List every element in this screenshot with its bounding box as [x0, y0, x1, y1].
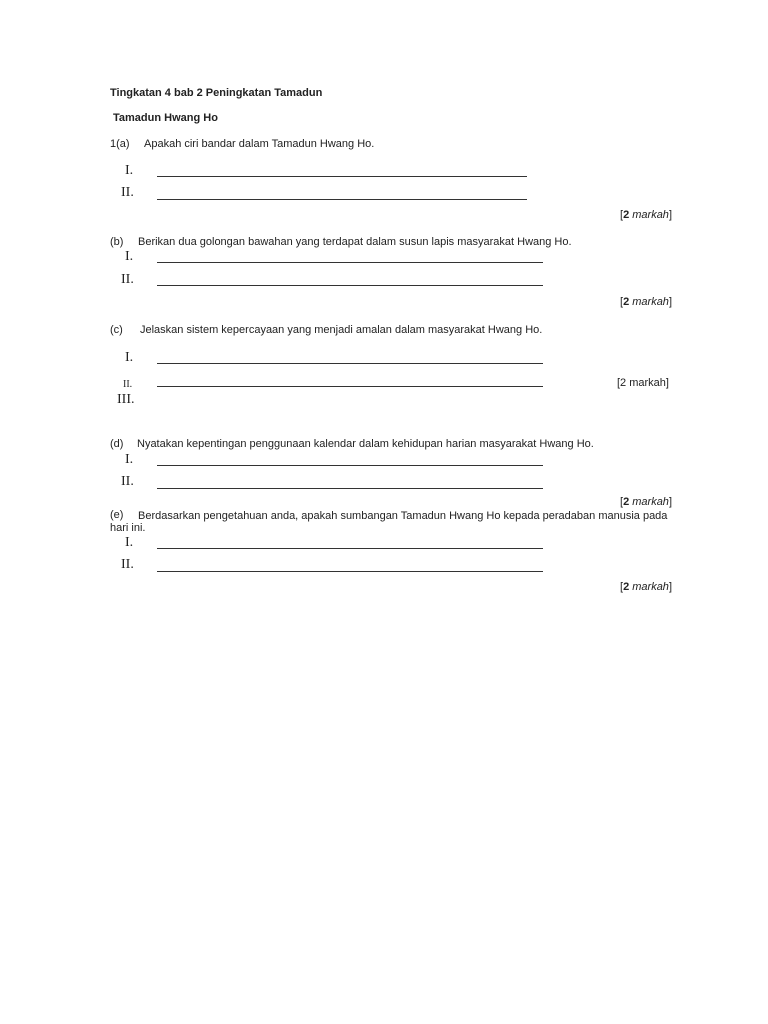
question-label: (d) — [110, 438, 124, 450]
question-label: (e) — [110, 509, 124, 521]
answer-numeral: III. — [117, 392, 135, 407]
marks-label: [2 markah] — [620, 581, 672, 593]
answer-line[interactable] — [157, 363, 543, 364]
answer-line[interactable] — [157, 488, 543, 489]
answer-line[interactable] — [157, 285, 543, 286]
answer-line[interactable] — [157, 548, 543, 549]
question-text: Nyatakan kepentingan penggunaan kalendar dalam kehidupan harian masyarakat Hwang Ho. — [137, 438, 594, 450]
question-text: Jelaskan sistem kepercayaan yang menjadi amalan dalam masyarakat Hwang Ho. — [140, 324, 543, 336]
question-text: Apakah ciri bandar dalam Tamadun Hwang Ho. — [144, 138, 375, 150]
answer-line[interactable] — [157, 571, 543, 572]
marks-label: [2 markah] — [620, 209, 672, 221]
answer-numeral: II. — [121, 557, 134, 572]
marks-label: [2 markah] — [620, 496, 672, 508]
answer-numeral: I. — [125, 452, 134, 467]
question-label: (c) — [110, 324, 123, 336]
marks-label: [2 markah] — [620, 296, 672, 308]
answer-line[interactable] — [157, 465, 543, 466]
answer-numeral: II. — [123, 379, 133, 390]
answer-numeral: II. — [121, 185, 134, 200]
answer-numeral: I. — [125, 350, 134, 365]
answer-numeral: II. — [121, 272, 134, 287]
answer-line[interactable] — [157, 262, 543, 263]
question-text: Berikan dua golongan bawahan yang terdapat dalam susun lapis masyarakat Hwang Ho. — [138, 236, 572, 248]
answer-numeral: I. — [125, 535, 134, 550]
answer-numeral: II. — [121, 474, 134, 489]
answer-numeral: I. — [125, 249, 134, 264]
answer-line[interactable] — [157, 199, 527, 200]
question-label: (b) — [110, 236, 124, 248]
question-label: 1(a) — [110, 138, 130, 150]
answer-numeral: I. — [125, 163, 134, 178]
answer-line[interactable] — [157, 176, 527, 177]
answer-line[interactable] — [157, 386, 543, 387]
question-text: Berdasarkan pengetahuan anda, apakah sumbangan Tamadun Hwang Ho kepada peradaban manusia pada hari ini. — [110, 510, 668, 534]
marks-label: [2 markah] — [617, 377, 669, 389]
worksheet-title: Tingkatan 4 bab 2 Peningkatan Tamadun — [110, 87, 323, 99]
worksheet-subtitle: Tamadun Hwang Ho — [113, 112, 218, 124]
